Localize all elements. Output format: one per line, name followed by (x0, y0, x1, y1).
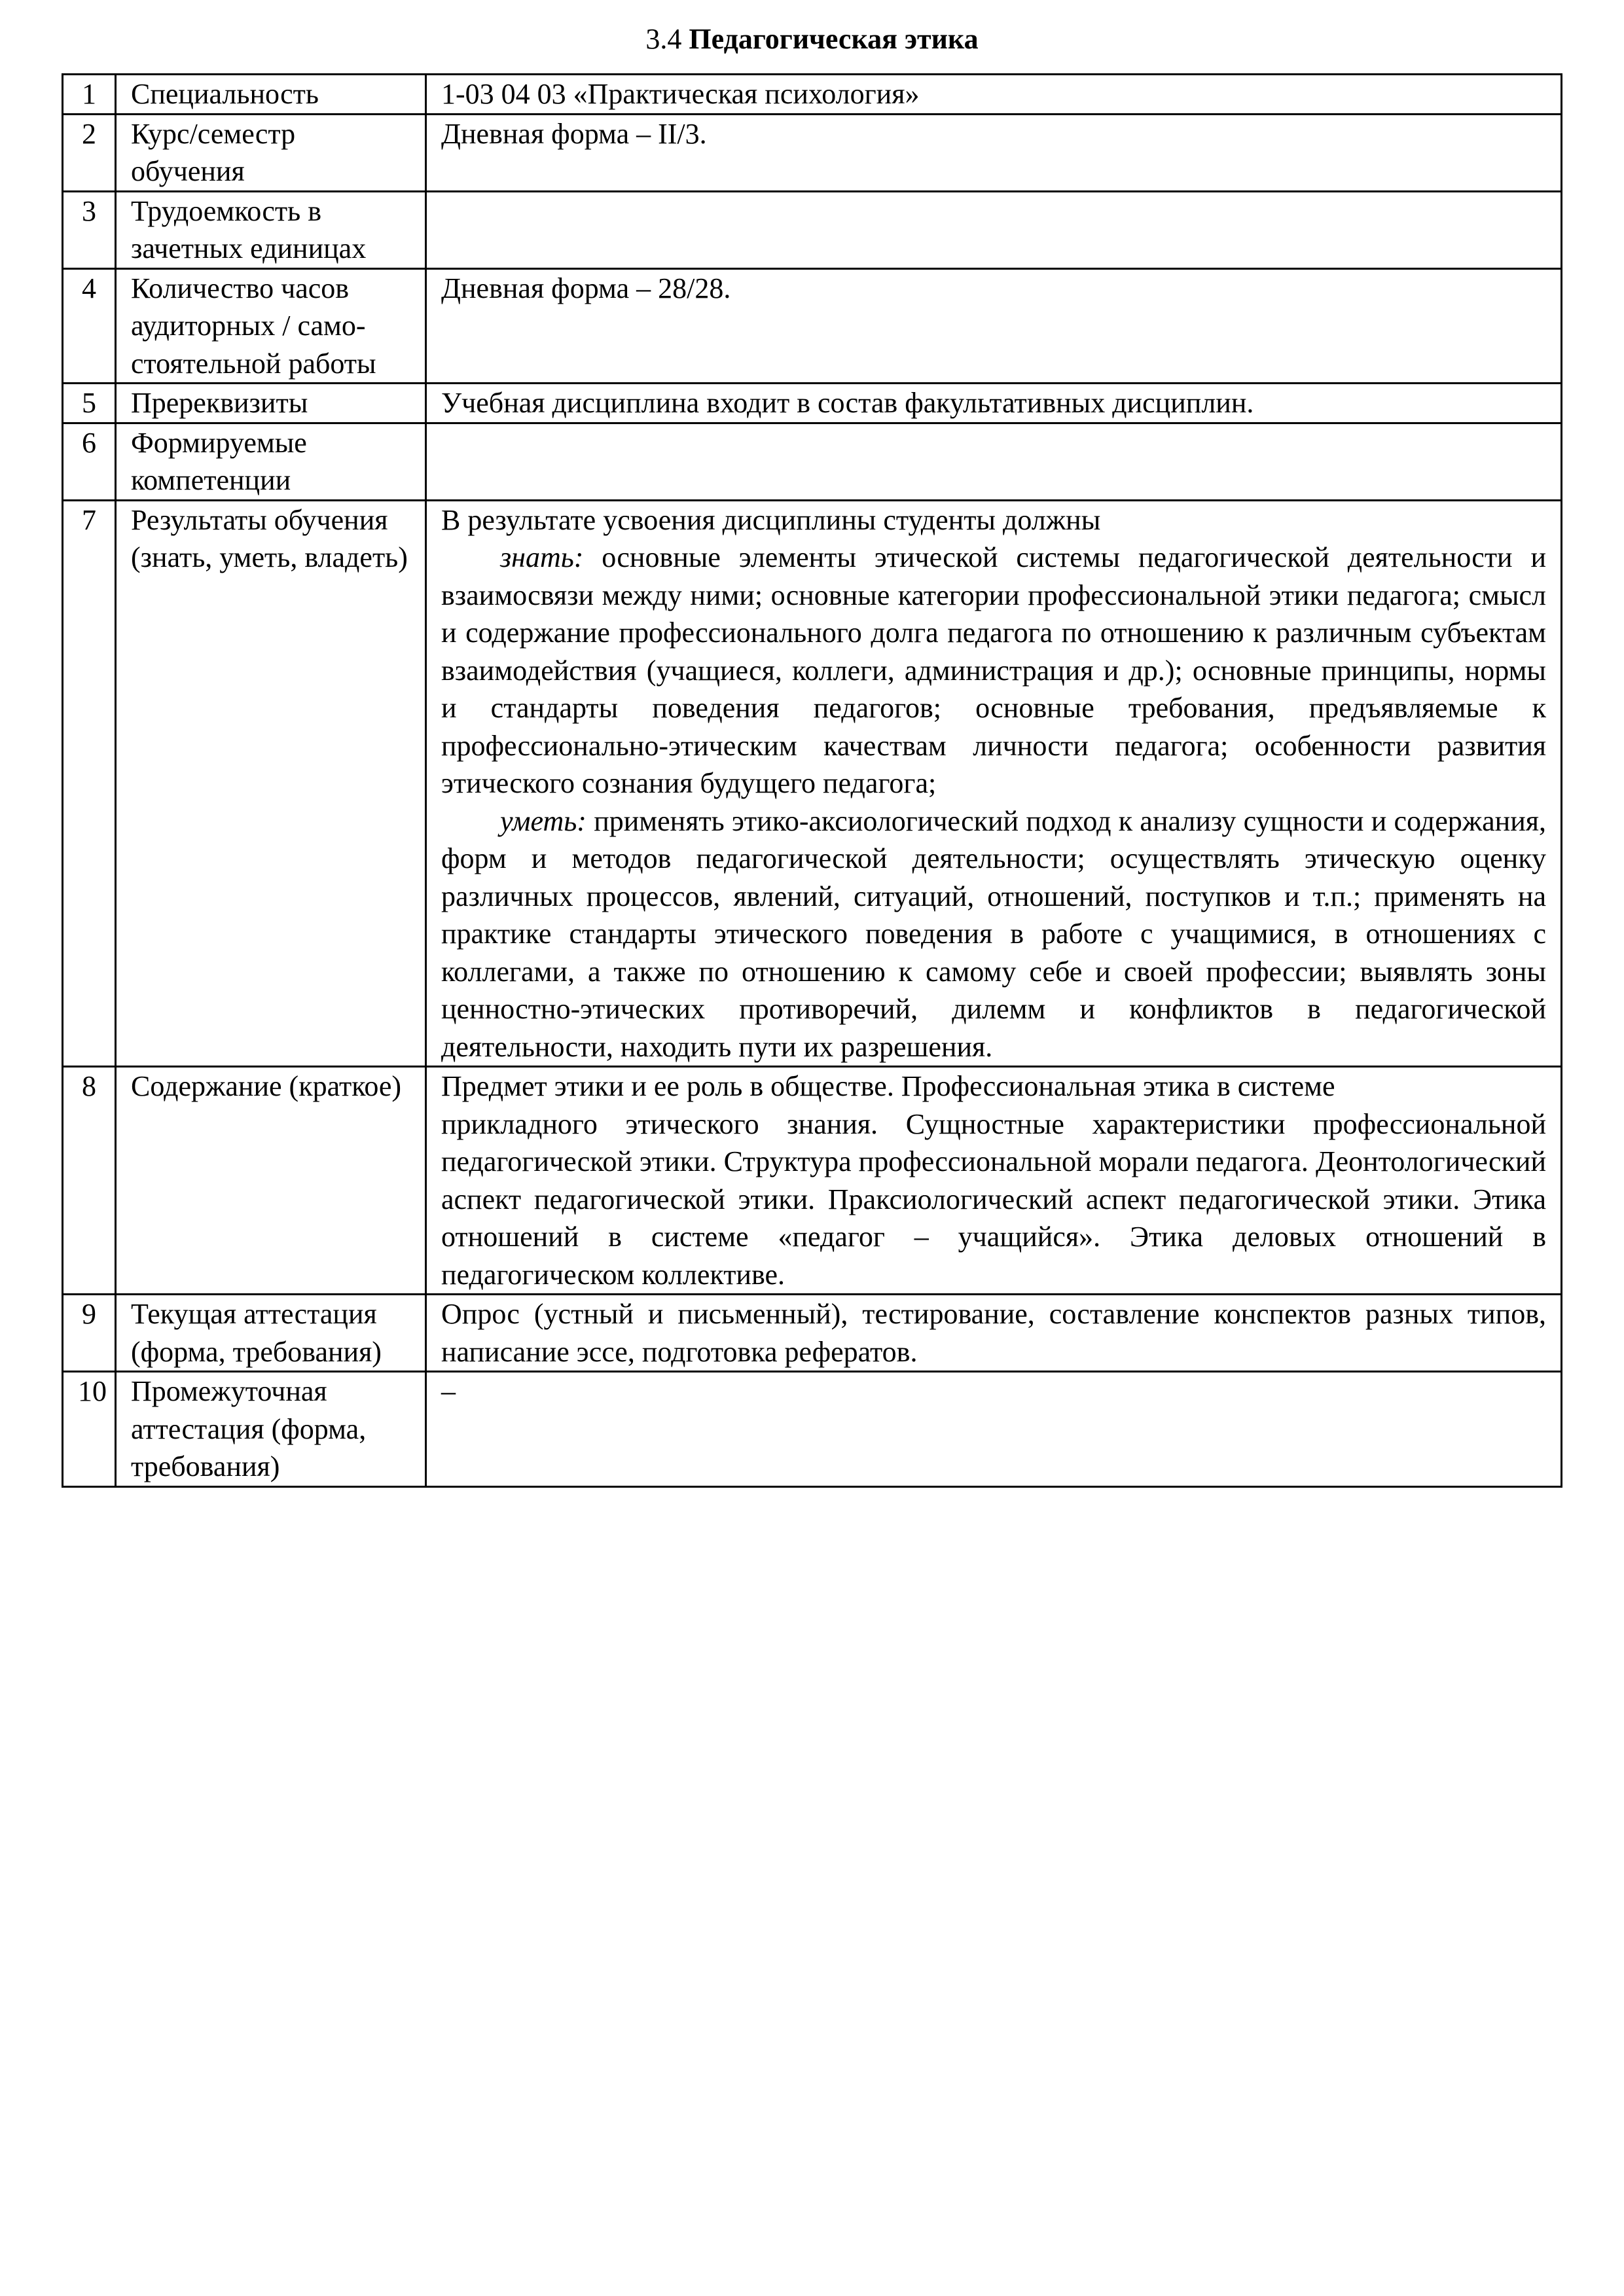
row-number: 6 (63, 423, 116, 500)
table-row (63, 114, 1562, 191)
table-row (63, 384, 1562, 423)
row-label: Пререквизиты (116, 384, 426, 423)
row-number: 10 (63, 1372, 116, 1487)
table-row (63, 268, 1562, 384)
row-label: Содержание (краткое) (116, 1067, 426, 1295)
row-label: Курс/семестр обучения (116, 114, 426, 191)
row-content (426, 500, 1562, 1067)
row-content (426, 1067, 1562, 1295)
row-label: Количество часов аудиторных / само-стоятельной работы (116, 268, 426, 384)
table-row (63, 75, 1562, 115)
can-label: уметь: (500, 804, 586, 837)
table-row (63, 1295, 1562, 1372)
course-info-table (62, 73, 1562, 1488)
row-content: – (426, 1372, 1562, 1487)
page-title (0, 21, 1624, 58)
row-number: 7 (63, 500, 116, 1067)
row-number: 9 (63, 1295, 116, 1372)
row-label: Результаты обучения (знать, уметь, владеть) (116, 500, 426, 1067)
learning-intro: В результате усвоения дисциплины студенты должны (441, 503, 1101, 536)
row-label: Формируемые компетенции (116, 423, 426, 500)
know-paragraph (441, 539, 1546, 802)
row-content: Дневная форма – 28/28. (426, 268, 1562, 384)
row-label: Специальность (116, 75, 426, 115)
row-number: 2 (63, 114, 116, 191)
row-number: 8 (63, 1067, 116, 1295)
row-content: 1-03 04 03 «Практическая психология» (426, 75, 1562, 115)
know-label: знать: (500, 541, 584, 573)
section-number: 3.4 (645, 23, 682, 55)
content-first-line: Предмет этики и ее роль в обществе. Профессиональная этика в системе (441, 1070, 1335, 1102)
table-row (63, 1372, 1562, 1487)
row-label: Промежуточная аттестация (форма, требования) (116, 1372, 426, 1487)
row-content (426, 423, 1562, 500)
row-label: Текущая аттестация (форма, требования) (116, 1295, 426, 1372)
row-content: Учебная дисциплина входит в состав факультативных дисциплин. (426, 384, 1562, 423)
row-label: Трудоемкость в зачетных единицах (116, 191, 426, 268)
row-number: 4 (63, 268, 116, 384)
content-rest: прикладного этического знания. Сущностные характеристики профессиональной педагогической этики. Структура профессиональной морали педагога. Деонтологический аспект педагогической этики. Праксиологический аспект педагогической этики. Этика отношений в системе «педагог – учащийся». Этика деловых отношений в педагогическом коллективе. (441, 1107, 1546, 1291)
section-name: Педагогическая этика (689, 23, 979, 55)
table-row (63, 423, 1562, 500)
table-row (63, 1067, 1562, 1295)
know-text: основные элементы этической системы педагогической деятельности и взаимосвязи между ними; основные категории профессиональной этики педагога; смысл и содержание профессионального долга педагога по отношению к различным субъектам взаимодействия (учащиеся, коллеги, администрация и др.); основные принципы, нормы и стандарты поведения педагогов; основные требования, предъявляемые к профессионально-этическим качествам личности педагога; особенности развития этического сознания будущего педагога; (441, 541, 1546, 799)
table-row (63, 191, 1562, 268)
row-content: Опрос (устный и письменный), тестирование, составление конспектов разных типов, написание эссе, подготовка рефератов. (426, 1295, 1562, 1372)
row-number: 3 (63, 191, 116, 268)
row-content (426, 191, 1562, 268)
row-number: 1 (63, 75, 116, 115)
row-number: 5 (63, 384, 116, 423)
table-row (63, 500, 1562, 1067)
can-paragraph (441, 802, 1546, 1066)
row-content: Дневная форма – II/3. (426, 114, 1562, 191)
can-text: применять этико-аксиологический подход к анализу сущности и содержания, форм и методов педагогической деятельности; осуществлять этическую оценку различных процессов, явлений, ситуаций, отношений, поступков и т.п.; применять на практике стандарты этического поведения в работе с учащимися, в отношениях с коллегами, а также по отношению к самому себе и своей профессии; выявлять зоны ценностно-этических противоречий, дилемм и конфликтов в педагогической деятельности, находить пути их разрешения. (441, 804, 1546, 1063)
